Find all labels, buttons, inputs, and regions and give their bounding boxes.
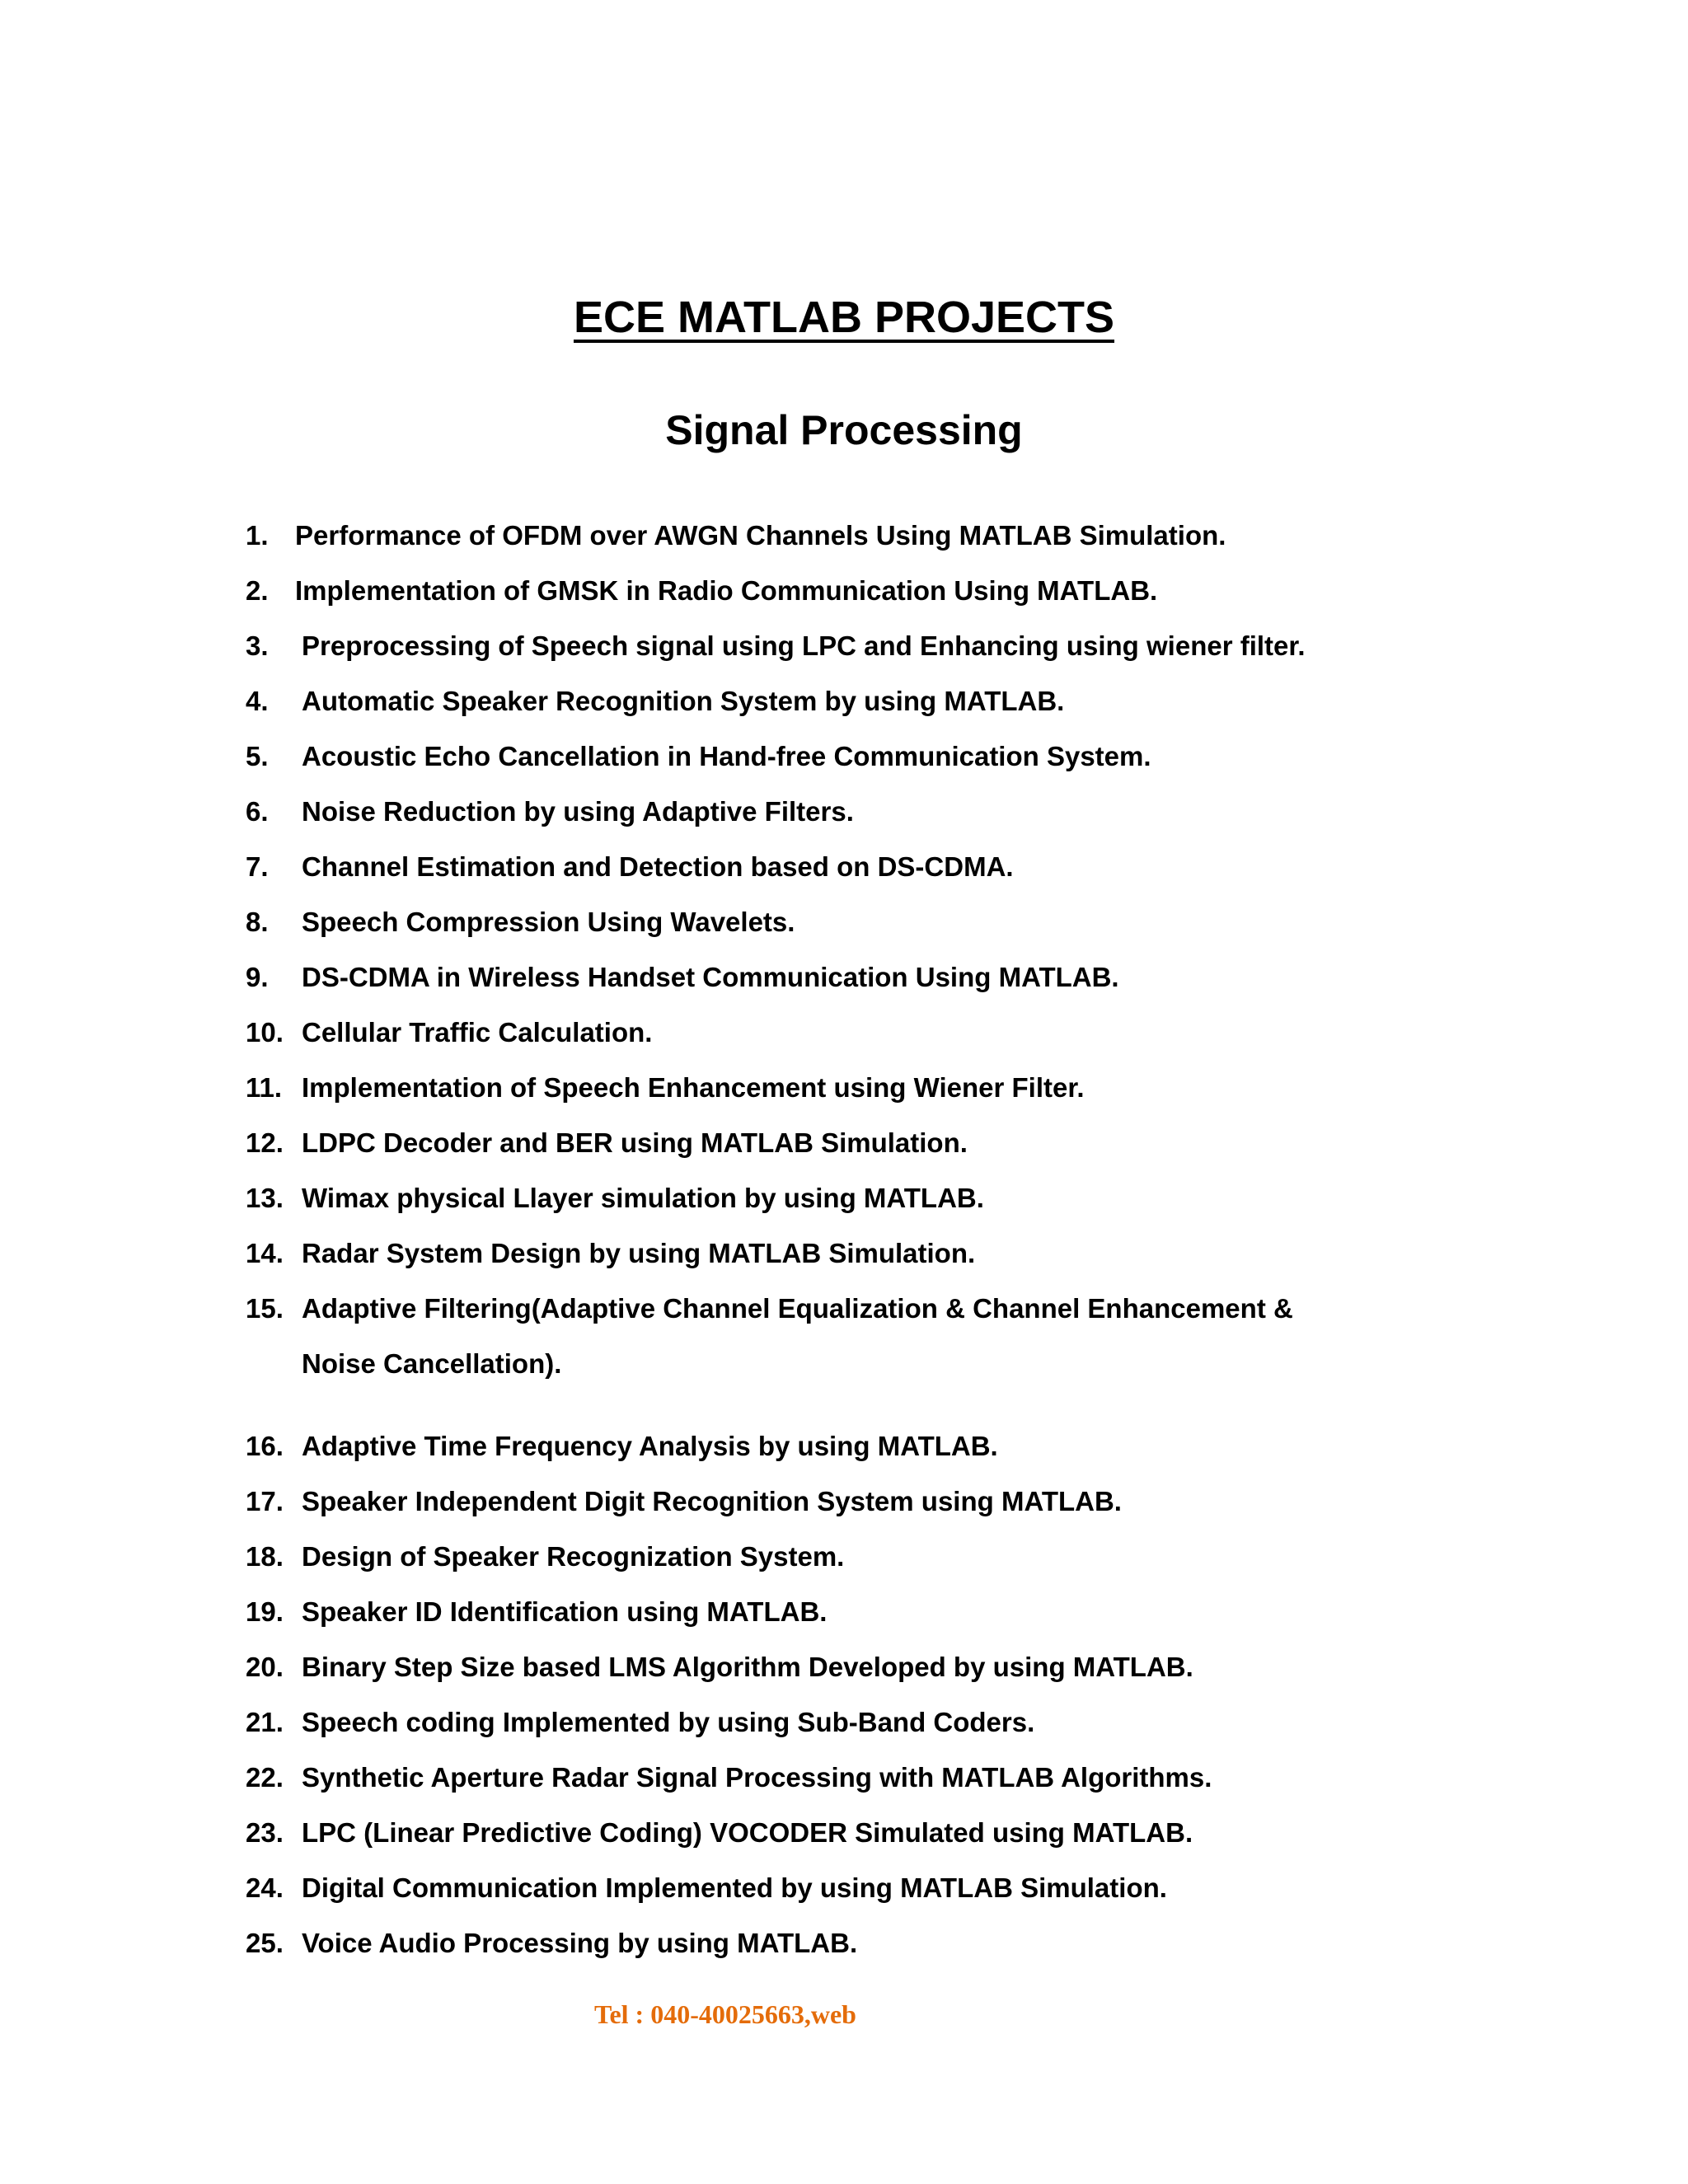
item-number: 18. (246, 1541, 284, 1572)
footer-contact: Tel : 040-40025663,web (594, 1999, 856, 2029)
item-number: 14. (246, 1238, 284, 1268)
item-text: Wimax physical Llayer simulation by using MATLAB. (302, 1183, 984, 1213)
list-item (246, 1226, 1400, 1281)
item-number: 1. (246, 520, 269, 551)
item-text: LPC (Linear Predictive Coding) VOCODER Simulated using MATLAB. (302, 1817, 1193, 1848)
item-number: 13. (246, 1183, 284, 1213)
list-item (246, 618, 1400, 673)
list-item (246, 1418, 1400, 1474)
item-text: Acoustic Echo Cancellation in Hand-free Communication System. (302, 741, 1151, 771)
item-number: 22. (246, 1762, 284, 1793)
item-number: 5. (246, 741, 269, 771)
item-number: 3. (246, 630, 269, 661)
item-text: DS-CDMA in Wireless Handset Communication Using MATLAB. (302, 962, 1119, 992)
item-number: 23. (246, 1817, 284, 1848)
item-text: Implementation of Speech Enhancement using Wiener Filter. (302, 1072, 1085, 1103)
item-number: 15. (246, 1293, 284, 1324)
item-text: Preprocessing of Speech signal using LPC and Enhancing using wiener filter. (302, 630, 1306, 661)
list-item (246, 563, 1400, 618)
list-item (246, 1281, 1400, 1391)
item-number: 11. (246, 1072, 283, 1103)
list-item (246, 894, 1400, 949)
document-title: ECE MATLAB PROJECTS (573, 293, 1115, 342)
item-number: 16. (246, 1431, 284, 1461)
project-list (246, 508, 1400, 1971)
item-text: Implementation of GMSK in Radio Communication Using MATLAB. (295, 575, 1158, 606)
item-text: Adaptive Time Frequency Analysis by using MATLAB. (302, 1431, 998, 1461)
item-text: Automatic Speaker Recognition System by using MATLAB. (302, 686, 1065, 716)
item-number: 6. (246, 796, 269, 827)
list-item (246, 1750, 1400, 1805)
list-item (246, 949, 1400, 1005)
item-text: Binary Step Size based LMS Algorithm Developed by using MATLAB. (302, 1652, 1193, 1682)
item-number: 24. (246, 1872, 284, 1903)
item-text: Noise Reduction by using Adaptive Filters. (302, 796, 854, 827)
list-item (246, 729, 1400, 784)
list-item (246, 1639, 1400, 1694)
list-item (246, 784, 1400, 839)
item-number: 7. (246, 851, 269, 882)
list-item (246, 1474, 1400, 1529)
item-number: 2. (246, 575, 269, 606)
section-heading: Signal Processing (665, 407, 1023, 453)
list-item (246, 1170, 1400, 1226)
list-item (246, 1060, 1400, 1115)
item-text: Speech Compression Using Wavelets. (302, 907, 795, 937)
item-number: 19. (246, 1596, 284, 1627)
list-item (246, 1694, 1400, 1750)
item-number: 17. (246, 1486, 284, 1516)
item-text: Channel Estimation and Detection based on DS-CDMA. (302, 851, 1014, 882)
item-number: 10. (246, 1017, 284, 1047)
list-item (246, 1915, 1400, 1971)
item-text: Cellular Traffic Calculation. (302, 1017, 653, 1047)
item-number: 8. (246, 907, 269, 937)
item-number: 25. (246, 1928, 284, 1958)
item-text: Performance of OFDM over AWGN Channels Using MATLAB Simulation. (295, 520, 1226, 551)
item-number: 20. (246, 1652, 284, 1682)
item-number: 21. (246, 1707, 284, 1737)
item-number: 9. (246, 962, 269, 992)
list-item (246, 508, 1400, 563)
list-item (246, 673, 1400, 729)
item-number: 12. (246, 1127, 284, 1158)
item-text: Voice Audio Processing by using MATLAB. (302, 1928, 858, 1958)
list-item (246, 1805, 1400, 1860)
list-item (246, 839, 1400, 894)
item-text: LDPC Decoder and BER using MATLAB Simulation. (302, 1127, 968, 1158)
list-item (246, 1005, 1400, 1060)
list-item (246, 1115, 1400, 1170)
item-text: Adaptive Filtering(Adaptive Channel Equalization & Channel Enhancement & Noise Cancellation). (302, 1293, 1293, 1379)
item-text: Synthetic Aperture Radar Signal Processing with MATLAB Algorithms. (302, 1762, 1212, 1793)
item-text: Speaker ID Identification using MATLAB. (302, 1596, 828, 1627)
item-text: Digital Communication Implemented by using MATLAB Simulation. (302, 1872, 1167, 1903)
item-number: 4. (246, 686, 269, 716)
list-item (246, 1529, 1400, 1584)
item-text: Radar System Design by using MATLAB Simulation. (302, 1238, 976, 1268)
list-item (246, 1584, 1400, 1639)
item-text: Design of Speaker Recognization System. (302, 1541, 845, 1572)
item-text: Speech coding Implemented by using Sub-Band Coders. (302, 1707, 1035, 1737)
list-item (246, 1860, 1400, 1915)
item-text: Speaker Independent Digit Recognition System using MATLAB. (302, 1486, 1122, 1516)
